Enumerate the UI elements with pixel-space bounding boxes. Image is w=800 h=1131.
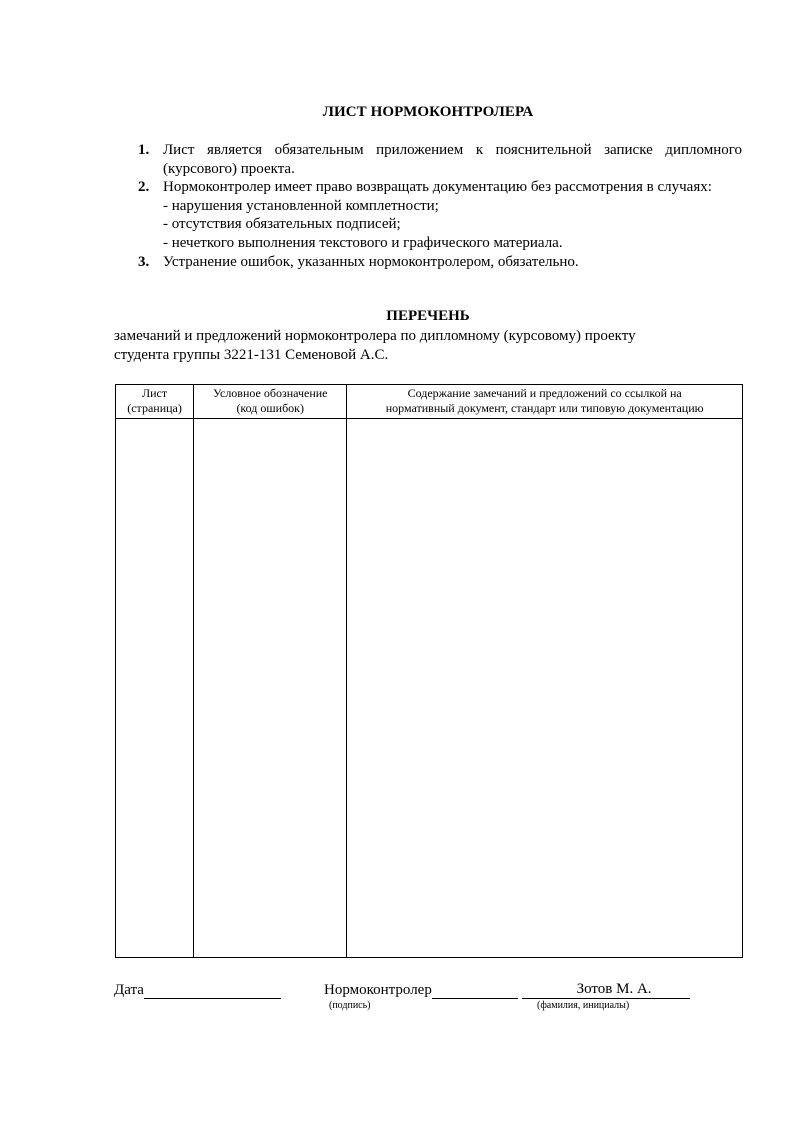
controller-name: Зотов М. А. (576, 981, 652, 997)
date-label: Дата (114, 982, 144, 998)
header-line: (страница) (127, 401, 182, 415)
list-subtitle-line: замечаний и предложений нормоконтролера по дипломному (курсовому) проекту (114, 328, 636, 344)
list-heading: ПЕРЕЧЕНЬ (386, 308, 470, 324)
name-caption: (фамилия, инициалы) (537, 1000, 630, 1011)
list-subtitle-line: студента группы 3221-131 Семеновой А.С. (114, 347, 389, 363)
list-subtitle (114, 327, 734, 365)
controller-label: Нормоконтролер (324, 982, 432, 998)
rule-body (163, 178, 742, 252)
rule-number: 2. (138, 179, 150, 196)
table-header-row (116, 385, 743, 419)
page-title: ЛИСТ НОРМОКОНТРОЛЕРА (322, 104, 534, 120)
rule-subitem: - нарушения установленной комплетности; (163, 197, 439, 214)
rule-subitem: - нечеткого выполнения текстового и графического материала. (163, 234, 563, 251)
rule-item (138, 178, 742, 252)
header-content (347, 385, 743, 419)
controller-field (324, 982, 690, 999)
header-line: Условное обозначение (212, 386, 328, 400)
rule-text: Нормоконтролер имеет право возвращать документацию без рассмотрения в случаях: (163, 179, 712, 196)
rule-text: Устранение ошибок, указанных нормоконтролером, обязательно. (163, 253, 579, 270)
header-line: (код ошибок) (236, 401, 305, 415)
rule-text: Лист является обязательным приложением к пояснительной записке дипломного (курсового) проекта. (163, 142, 742, 177)
rule-subitem: - отсутствия обязательных подписей; (163, 216, 401, 233)
signature-caption: (подпись) (329, 1000, 371, 1011)
remarks-table (115, 384, 743, 958)
rule-number: 1. (138, 142, 150, 158)
rule-number: 3. (138, 253, 150, 270)
table-cell-sheet[interactable] (116, 419, 194, 958)
date-blank[interactable] (144, 982, 281, 999)
header-code (194, 385, 347, 419)
table-row (116, 419, 743, 958)
table-cell-content[interactable] (347, 419, 743, 958)
table-cell-code[interactable] (194, 419, 347, 958)
rule-item (138, 253, 742, 272)
rule-item (138, 141, 742, 178)
header-line: Содержание замечаний и предложений со ссылкой на (407, 386, 682, 400)
rules-list (138, 141, 742, 271)
signature-blank[interactable] (432, 982, 518, 999)
header-line: нормативный документ, стандарт или типовую документацию (385, 401, 704, 415)
header-sheet (116, 385, 194, 419)
date-field (114, 982, 281, 999)
controller-name-blank (522, 982, 690, 999)
header-line: Лист (141, 386, 168, 400)
